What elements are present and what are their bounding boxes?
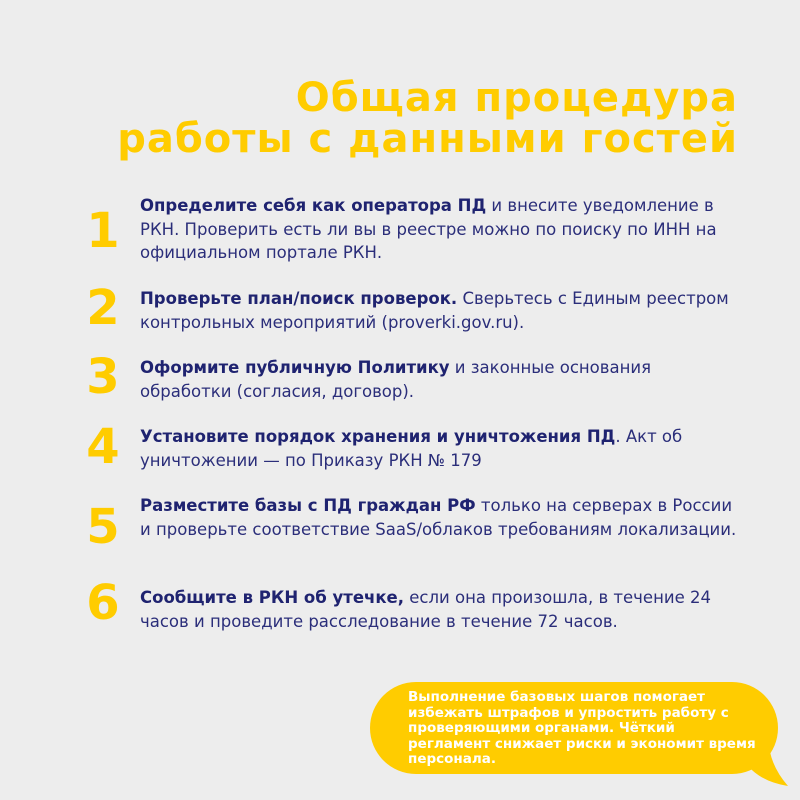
step-bold-text: Проверьте план/поиск проверок. [140, 289, 458, 308]
step-body-text: . Акт об уничтожении — по Приказу РКН № 179 [140, 427, 683, 470]
step-bold-text: Установите порядок хранения и уничтожения ПД [140, 427, 616, 446]
step-number: 4 [86, 419, 120, 475]
step-number: 2 [86, 280, 120, 336]
step-body-text: и внесите уведомление в РКН. Проверить есть ли вы в реестре можно по поиску по ИНН на официальном портале РКН. [140, 196, 717, 262]
step-text [140, 494, 740, 541]
step-bold-text: Сообщите в РКН об утечке, [140, 588, 405, 607]
step-body-text: если она произошла, в течение 24 часов и проведите расследование в течение 72 часов. [140, 588, 711, 631]
step-text [140, 356, 740, 403]
title-line-2: работы с данными гостей [117, 116, 738, 162]
step-number: 1 [86, 203, 120, 259]
step-bold-text: Определите себя как оператора ПД [140, 196, 487, 215]
step-text [140, 425, 740, 472]
step-number: 3 [86, 349, 120, 405]
step-body-text: и законные основания обработки (согласия, договор). [140, 358, 652, 401]
step-body-text: Сверьтесь с Единым реестром контрольных мероприятий (proverki.gov.ru). [140, 289, 729, 332]
step-text [140, 586, 740, 633]
step-text [140, 194, 740, 265]
callout-text: Выполнение базовых шагов помогает избежать штрафов и упростить работу с проверяющими органами. Чёткий регламент снижает риски и экономит время персонала. [408, 689, 756, 767]
title-line-1: Общая процедура [295, 75, 738, 121]
step-text [140, 287, 740, 334]
step-number: 5 [86, 499, 120, 555]
step-number: 6 [86, 575, 120, 631]
step-bold-text: Оформите публичную Политику [140, 358, 450, 377]
step-body-text: только на серверах в России и проверьте соответствие SaaS/облаков требованиям локализации. [140, 496, 737, 539]
step-bold-text: Разместите базы с ПД граждан РФ [140, 496, 476, 515]
